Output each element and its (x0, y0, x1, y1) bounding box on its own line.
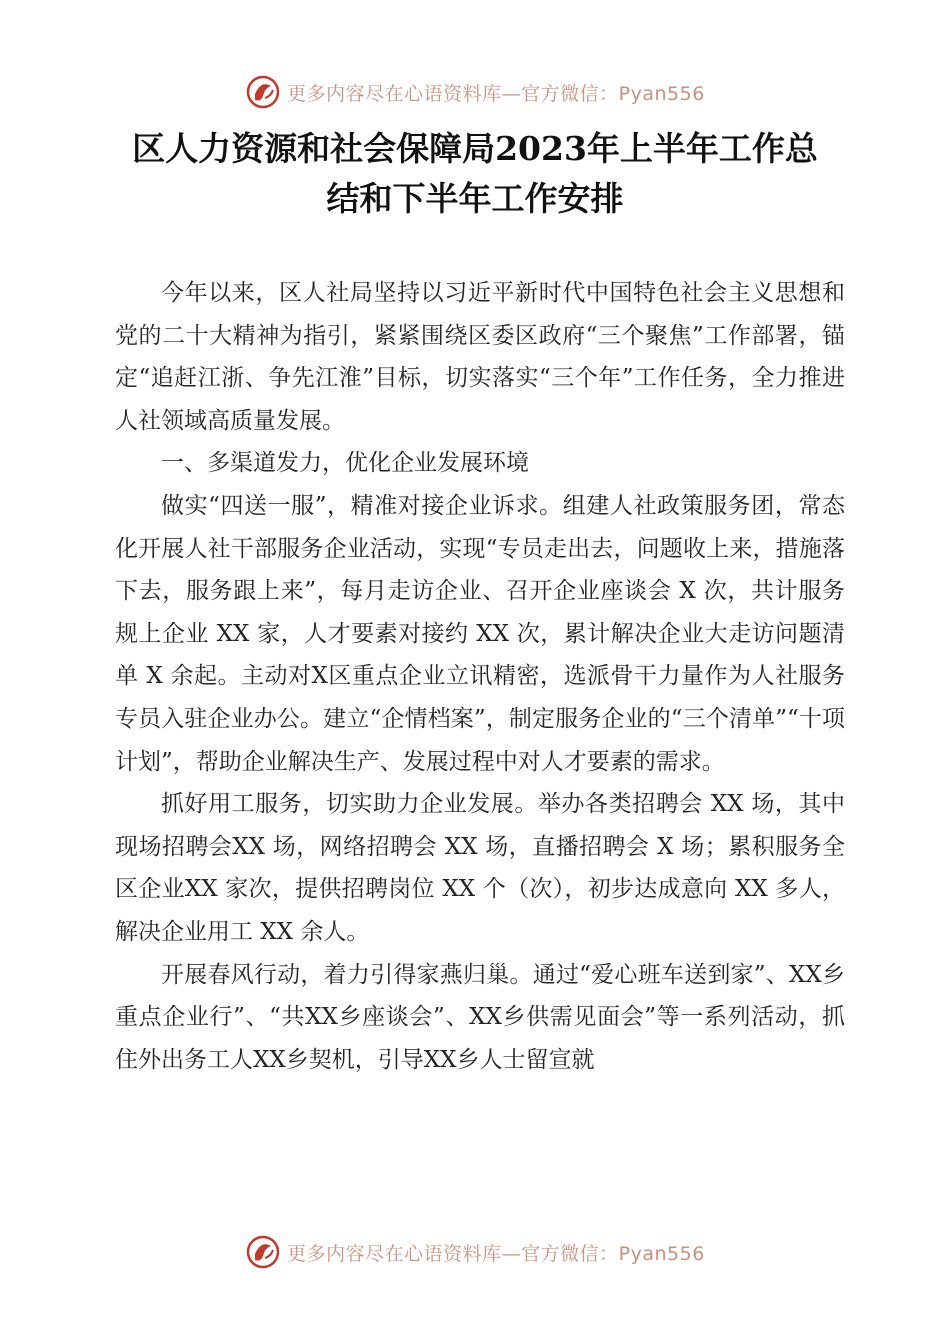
paragraph: 抓好用工服务，切实助力企业发展。举办各类招聘会 XX 场，其中现场招聘会XX 场，网络招聘会 XX 场，直播招聘会 X 场；累积服务全区企业XX 家次，提供招聘岗位 XX 个（次），初步达成意向 XX 多人，解决企业用工 XX 余人。 (115, 791, 845, 945)
footer-watermark (0, 1232, 950, 1272)
header-watermark (0, 72, 950, 112)
title-line-1: 区人力资源和社会保障局2023年上半年工作总 (132, 129, 818, 168)
watermark-text: 更多内容尽在心语资料库—官方微信：Pyan556 (287, 1242, 705, 1265)
document-body (115, 272, 845, 1081)
document-title (100, 124, 850, 224)
logo-icon (245, 1234, 281, 1270)
title-line-2: 结和下半年工作安排 (326, 179, 624, 218)
logo-icon (245, 74, 281, 110)
watermark-text: 更多内容尽在心语资料库—官方微信：Pyan556 (287, 82, 705, 105)
paragraph: 开展春风行动，着力引得家燕归巢。通过“爱心班车送到家”、XX乡重点企业行”、“共XX乡座谈会”、XX乡供需见面会”等一系列活动，抓住外出务工人XX乡契机，引导XX乡人士留宣就 (115, 961, 845, 1073)
paragraph: 做实“四送一服”，精准对接企业诉求。组建人社政策服务团，常态化开展人社干部服务企业活动，实现“专员走出去，问题收上来，措施落下去，服务跟上来”，每月走访企业、召开企业座谈会 X 次，共计服务规上企业 XX 家，人才要素对接约 XX 次，累计解决企业大走访问题清单 X 余起。主动对X区重点企业立讯精密，选派骨干力量作为人社服务专员入驻企业办公。建立“企情档案”，制定服务企业的“三个清单”“十项计划”，帮助企业解决生产、发展过程中对人才要素的需求。 (115, 492, 845, 775)
paragraph-intro: 今年以来，区人社局坚持以习近平新时代中国特色社会主义思想和党的二十大精神为指引，紧紧围绕区委区政府“三个聚焦”工作部署，锚定“追赶江浙、争先江淮”目标，切实落实“三个年”工作任务，全力推进人社领域高质量发展。 (115, 280, 845, 434)
section-heading: 一、多渠道发力，优化企业发展环境 (161, 450, 529, 477)
